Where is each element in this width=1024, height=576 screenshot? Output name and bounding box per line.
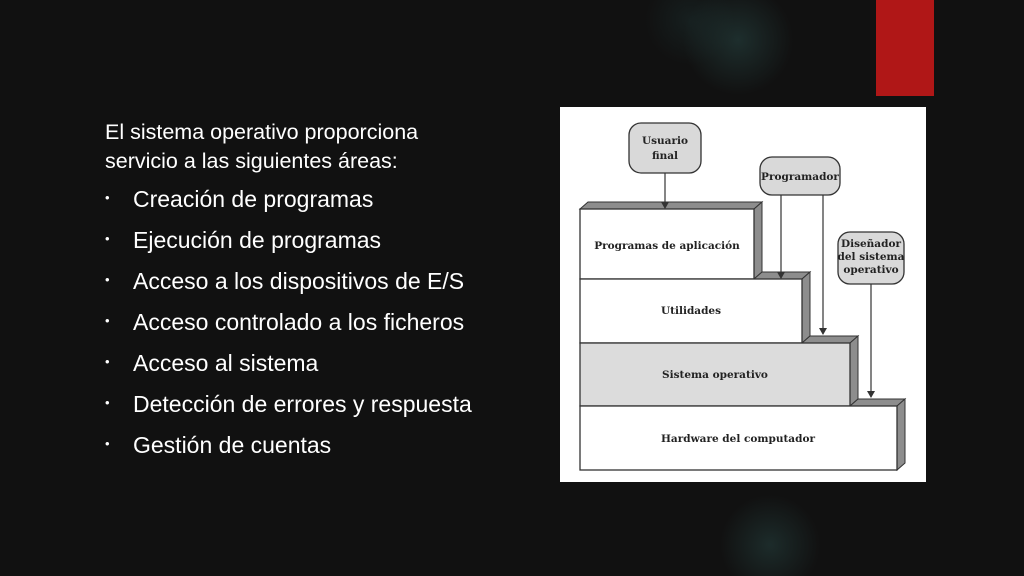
intro-line-1: El sistema operativo proporciona	[105, 120, 419, 144]
layer-applications-label: Programas de aplicación	[594, 240, 740, 252]
bullet-icon: •	[105, 231, 110, 246]
list-item	[105, 267, 555, 308]
actor-programmer-label: Programador	[761, 171, 839, 183]
bullet-icon: •	[105, 436, 110, 451]
list-item	[105, 185, 555, 226]
bullet-icon: •	[105, 313, 110, 328]
intro-line-2: servicio a las siguientes áreas:	[105, 149, 398, 173]
text-block	[105, 118, 555, 472]
actor-os-designer-line-2: del sistema	[837, 251, 905, 263]
list-item-text: Creación de programas	[133, 186, 374, 212]
services-list	[105, 185, 555, 472]
list-item	[105, 349, 555, 390]
list-item-text: Detección de errores y respuesta	[133, 391, 472, 417]
list-item-text: Ejecución de programas	[133, 227, 382, 253]
list-item-text: Gestión de cuentas	[133, 432, 332, 458]
actor-end-user-line-1: Usuario	[641, 135, 689, 147]
bullet-icon: •	[105, 395, 110, 410]
bullet-icon: •	[105, 190, 110, 205]
intro-text	[105, 118, 555, 176]
accent-bar	[876, 0, 934, 96]
list-item	[105, 226, 555, 267]
list-item-text: Acceso controlado a los ficheros	[133, 309, 465, 335]
actor-os-designer-line-3: operativo	[843, 264, 899, 276]
layer-hardware-label: Hardware del computador	[661, 433, 815, 445]
bullet-icon: •	[105, 272, 110, 287]
list-item-text: Acceso a los dispositivos de E/S	[133, 268, 465, 294]
diagram-svg	[560, 107, 926, 482]
list-item	[105, 431, 555, 472]
list-item-text: Acceso al sistema	[133, 350, 319, 376]
actor-end-user-line-2: final	[651, 150, 679, 162]
layer-os-label: Sistema operativo	[662, 369, 768, 381]
list-item	[105, 308, 555, 349]
list-item	[105, 390, 555, 431]
actor-end-user-box	[629, 123, 701, 173]
layer-utilities-label: Utilidades	[660, 305, 722, 317]
actor-os-designer-line-1: Diseñador	[840, 238, 902, 250]
bullet-icon: •	[105, 354, 110, 369]
os-layers-diagram	[560, 107, 926, 482]
